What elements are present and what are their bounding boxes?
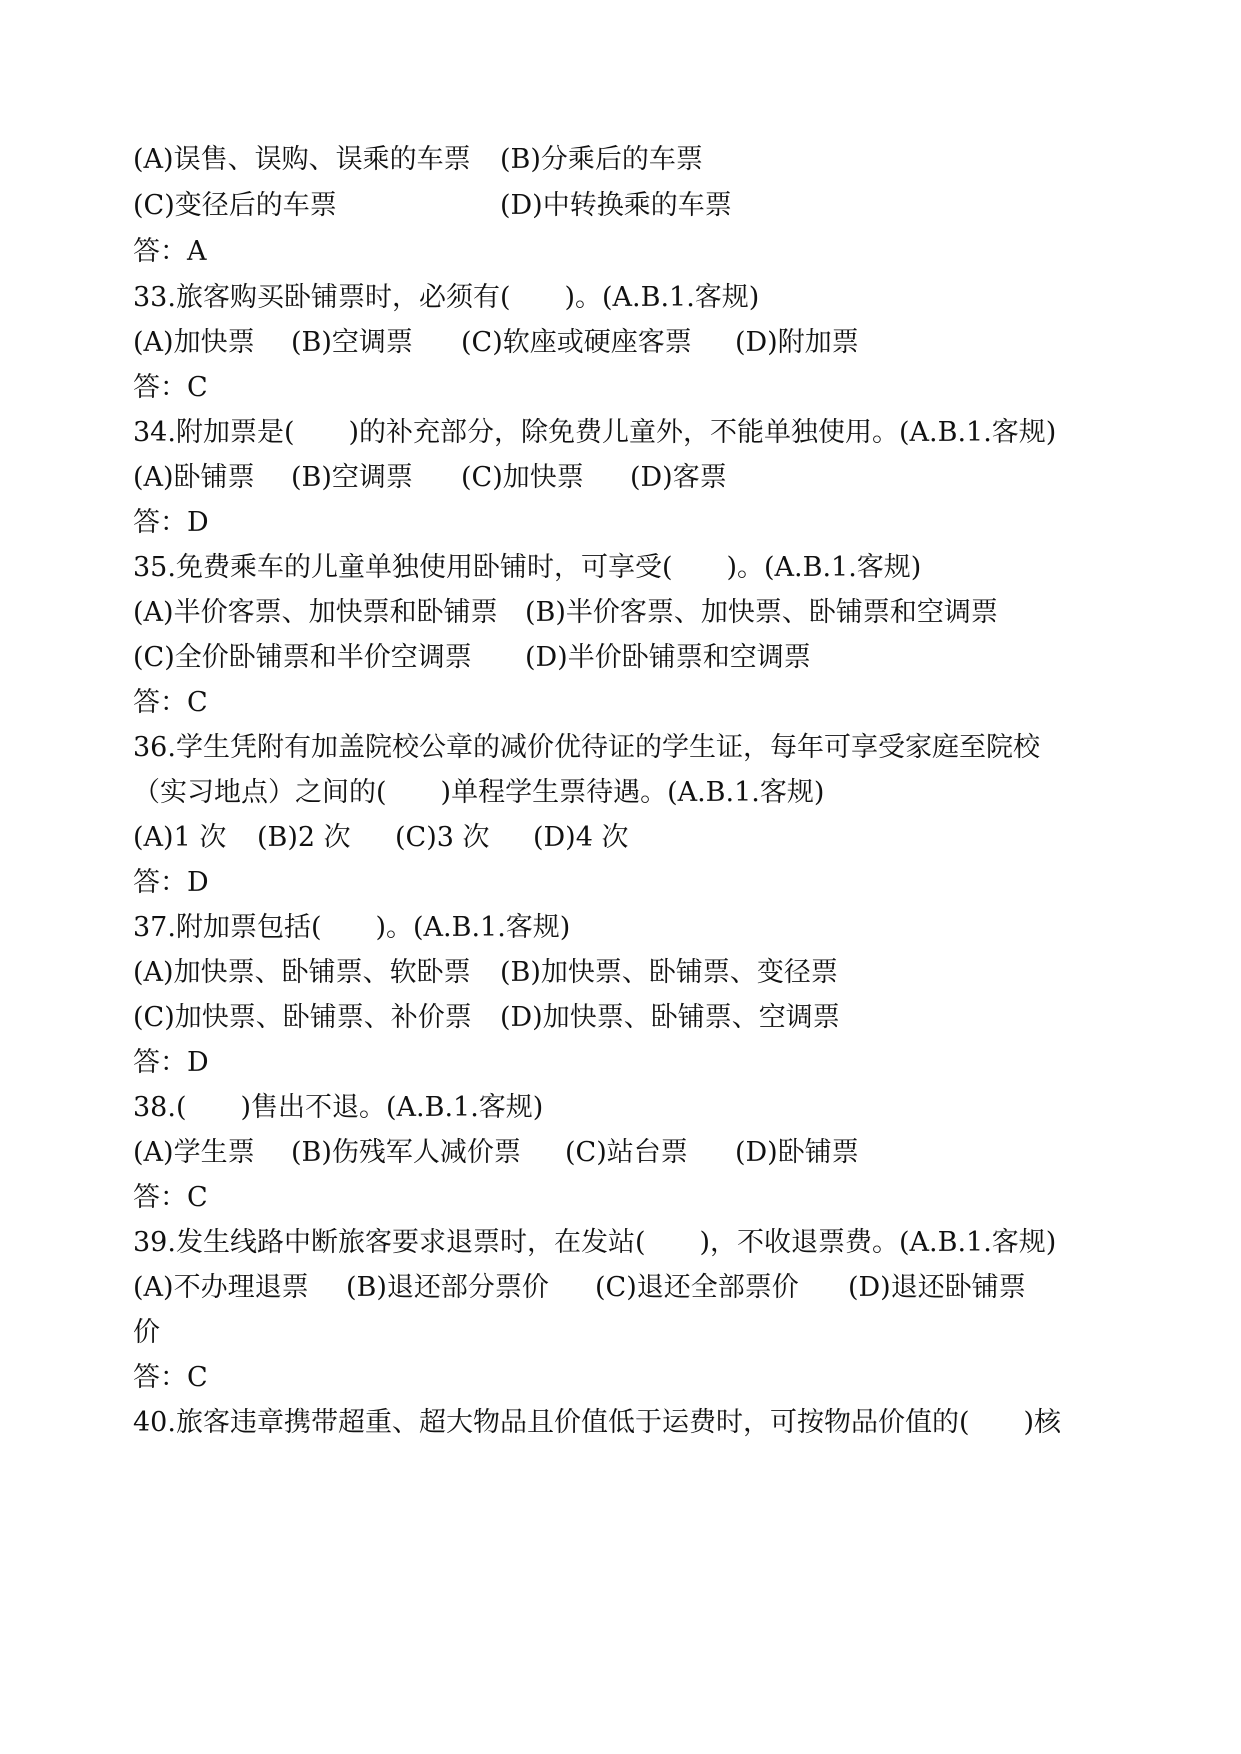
- q38-stem: 38.( )售出不退。(A.B.1.客规): [133, 1092, 544, 1123]
- option-d: (D)中转换乘的车票: [500, 190, 732, 221]
- q37-stem: 37.附加票包括( )。(A.B.1.客规): [133, 912, 571, 943]
- q33-answer: 答：C: [133, 372, 208, 403]
- option-b: (B)2 次: [257, 822, 351, 853]
- option-c: (C)3 次: [395, 822, 490, 853]
- option-c: (C)退还全部票价: [595, 1272, 799, 1303]
- option-d: (D)客票: [630, 462, 727, 493]
- option-a: (A)半价客票、加快票和卧铺票: [133, 597, 498, 628]
- q40-stem: 40.旅客违章携带超重、超大物品且价值低于运费时，可按物品价值的( )核: [133, 1407, 1062, 1438]
- option-d: (D)附加票: [735, 327, 859, 358]
- q38-answer: 答：C: [133, 1182, 208, 1213]
- q33-stem: 33.旅客购买卧铺票时，必须有( )。(A.B.1.客规): [133, 282, 760, 313]
- option-c: (C)加快票: [461, 462, 584, 493]
- option-d: (D)卧铺票: [735, 1137, 859, 1168]
- option-b: (B)空调票: [291, 327, 413, 358]
- option-a: (A)卧铺票: [133, 462, 255, 493]
- option-d: (D)半价卧铺票和空调票: [525, 642, 811, 673]
- q36-stem-line2: （实习地点）之间的( )单程学生票待遇。(A.B.1.客规): [133, 777, 825, 808]
- option-a: (A)1 次: [133, 822, 227, 853]
- option-b: (B)半价客票、加快票、卧铺票和空调票: [525, 597, 998, 628]
- q34-stem: 34.附加票是( )的补充部分，除免费儿童外，不能单独使用。(A.B.1.客规): [133, 417, 1057, 448]
- q36-answer: 答：D: [133, 867, 209, 898]
- option-c: (C)加快票、卧铺票、补价票: [133, 1002, 472, 1033]
- option-b: (B)加快票、卧铺票、变径票: [500, 957, 838, 988]
- q36-stem-line1: 36.学生凭附有加盖院校公章的减价优待证的学生证，每年可享受家庭至院校: [133, 732, 1040, 763]
- option-a: (A)误售、误购、误乘的车票: [133, 144, 471, 175]
- option-a: (A)加快票: [133, 327, 255, 358]
- q39-answer: 答：C: [133, 1362, 208, 1393]
- option-b: (B)空调票: [291, 462, 413, 493]
- option-b: (B)分乘后的车票: [500, 144, 703, 175]
- option-c: (C)变径后的车票: [133, 190, 337, 221]
- option-d: (D)退还卧铺票: [848, 1272, 1026, 1303]
- option-c: (C)软座或硬座客票: [461, 327, 692, 358]
- q35-answer: 答：C: [133, 687, 208, 718]
- q37-answer: 答：D: [133, 1047, 209, 1078]
- prev-answer: 答：A: [133, 236, 207, 267]
- option-b: (B)伤残军人减价票: [291, 1137, 521, 1168]
- option-c: (C)站台票: [565, 1137, 688, 1168]
- q39-options-wrap: 价: [133, 1317, 160, 1348]
- option-b: (B)退还部分票价: [346, 1272, 549, 1303]
- q39-stem: 39.发生线路中断旅客要求退票时，在发站( )，不收退票费。(A.B.1.客规): [133, 1227, 1057, 1258]
- option-c: (C)全价卧铺票和半价空调票: [133, 642, 472, 673]
- option-d: (D)4 次: [533, 822, 629, 853]
- option-a: (A)不办理退票: [133, 1272, 309, 1303]
- q35-stem: 35.免费乘车的儿童单独使用卧铺时，可享受( )。(A.B.1.客规): [133, 552, 922, 583]
- q34-answer: 答：D: [133, 507, 209, 538]
- option-a: (A)学生票: [133, 1137, 255, 1168]
- option-d: (D)加快票、卧铺票、空调票: [500, 1002, 840, 1033]
- option-a: (A)加快票、卧铺票、软卧票: [133, 957, 471, 988]
